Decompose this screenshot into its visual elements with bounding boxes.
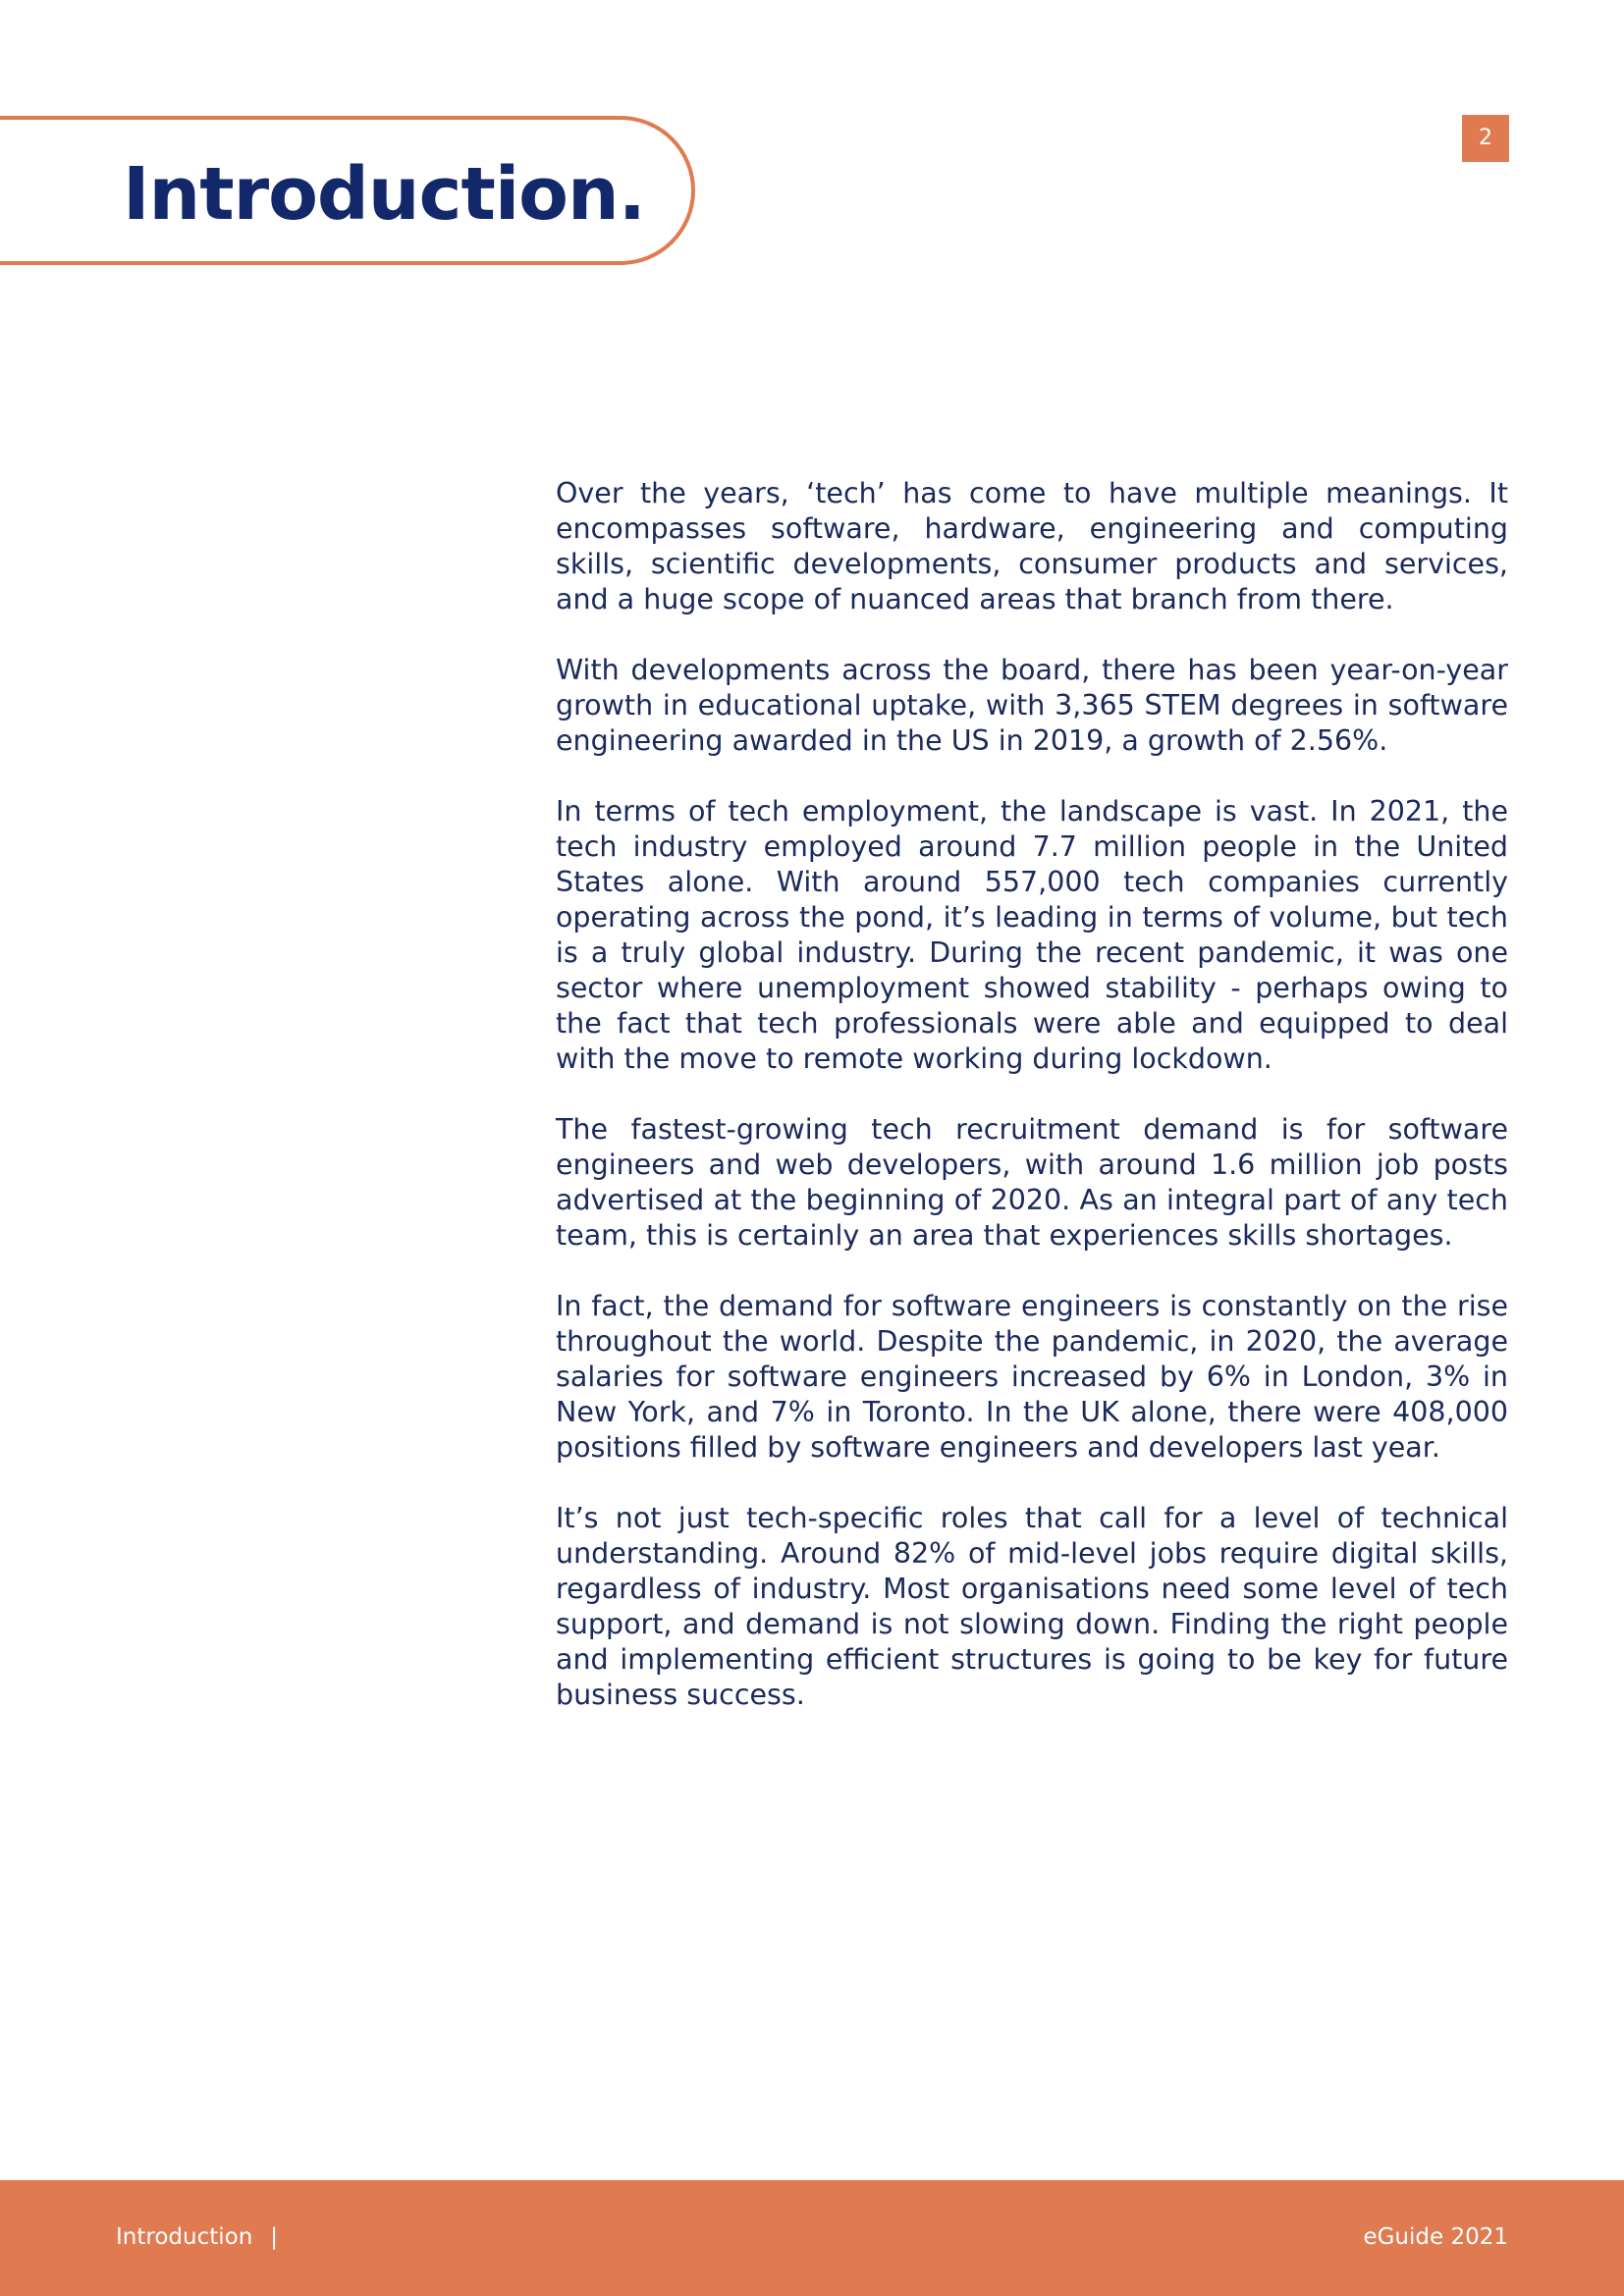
paragraph-3: In terms of tech employment, the landscape is vast. In 2021, the tech industry employed around 7.7 million people in the United States alone. With around 557,000 tech companies currently operating across the pond, it’s leading in terms of volume, but tech is a truly global industry. During the recent pandemic, it was one sector where unemployment showed stability - perhaps owing to the fact that tech professionals were able and equipped to deal with the move to remote working during lockdown.	[556, 795, 1508, 1075]
page-footer	[0, 2180, 1624, 2296]
footer-separator: |	[270, 2224, 279, 2250]
footer-section	[116, 2219, 278, 2255]
paragraph-6: It’s not just tech-specific roles that call for a level of technical understanding. Around 82% of mid-level jobs require digital skills, regardless of industry. Most organisations need some level of tech support, and demand is not slowing down. Finding the right people and implementing efficient structures is going to be key for future business success.	[556, 1502, 1508, 1711]
page-number-badge: 2	[1462, 115, 1509, 162]
paragraph-2: With developments across the board, there has been year-on-year growth in educational uptake, with 3,365 STEM degrees in software engineering awarded in the US in 2019, a growth of 2.56%.	[556, 654, 1508, 757]
footer-publication: eGuide 2021	[1363, 2224, 1508, 2250]
paragraph-1: Over the years, ‘tech’ has come to have multiple meanings. It encompasses software, hardware, engineering and computing skills, scientific developments, consumer products and services, and a huge scope of nuanced areas that branch from there.	[556, 477, 1508, 615]
footer-section-label: Introduction	[116, 2224, 253, 2250]
paragraph-5: In fact, the demand for software engineers is constantly on the rise throughout the world. Despite the pandemic, in 2020, the average salaries for software engineers increased by 6% in London, 3% in New York, and 7% in Toronto. In the UK alone, there were 408,000 positions filled by software engineers and developers last year.	[556, 1290, 1508, 1464]
paragraph-4: The fastest-growing tech recruitment demand is for software engineers and web developers, with around 1.6 million job posts advertised at the beginning of 2020. As an integral part of any tech team, this is certainly an area that experiences skills shortages.	[556, 1113, 1508, 1252]
page-title: Introduction.	[123, 152, 645, 237]
article-body	[556, 476, 1508, 1748]
